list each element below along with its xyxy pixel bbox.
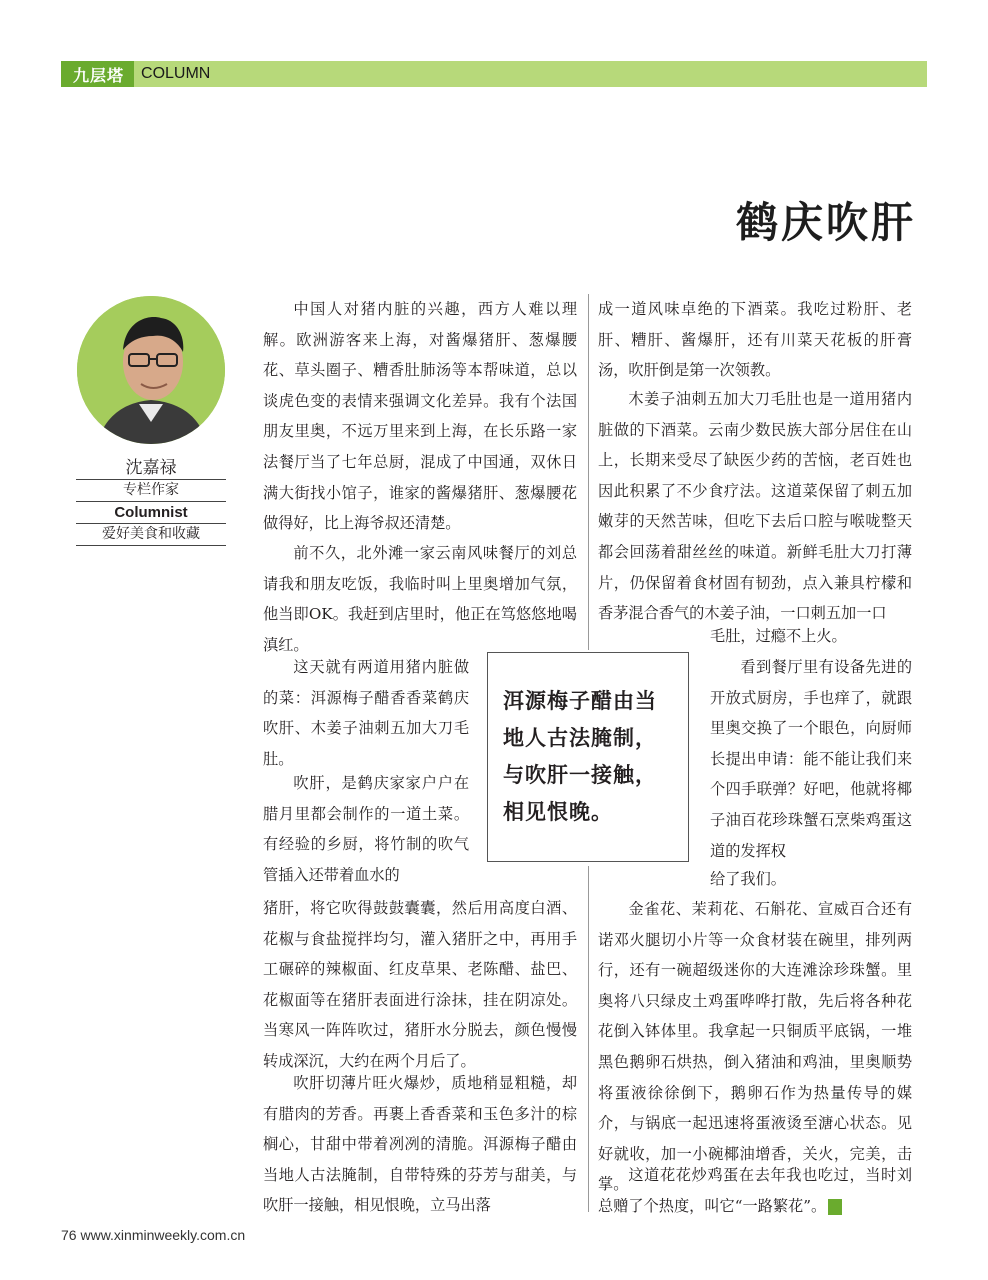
site-url: www.xinminweekly.com.cn — [80, 1227, 246, 1243]
author-hobby: 爱好美食和收藏 — [76, 524, 226, 546]
paragraph-4a: 吹肝，是鹤庆家家户户在腊月里都会制作的一道土菜。有经验的乡厨，将竹制的吹气管插入还带着血水的 — [263, 774, 469, 884]
end-mark-icon: 民 — [828, 1199, 842, 1215]
paragraph-5a: 吹肝切薄片旺火爆炒，质地稍显粗糙，却有腊肉的芳香。再裹上香香菜和玉色多汁的棕榈心，甘甜中带着冽冽的清脆。洱源梅子醋由当地人古法腌制，自带特殊的芬芳与甜美，与吹肝一接触，相见恨晚，立马出落 — [263, 1074, 577, 1215]
page-number: 76 — [61, 1227, 77, 1243]
author-photo-icon — [77, 296, 225, 444]
paragraph-4b: 猪肝，将它吹得鼓鼓囊囊，然后用高度白酒、花椒与食盐搅拌均匀，灌入猪肝之中，再用手工碾碎的辣椒面、红皮草果、老陈醋、盐巴、花椒面等在猪肝表面进行涂抹，挂在阴凉处。当寒风一阵阵吹过，猪肝水分脱去，颜色慢慢转成深沉，大约在两个月后了。 — [263, 899, 577, 1070]
column-header-bar — [61, 61, 927, 87]
paragraph-9-text: 这道花花炒鸡蛋在去年我也吃过，当时刘总赠了个热度，叫它“一路繁花”。 — [598, 1166, 912, 1215]
column-divider — [588, 294, 589, 650]
author-info — [76, 458, 226, 546]
author-name: 沈嘉禄 — [76, 458, 226, 480]
section-tag: 九层塔 — [61, 61, 134, 87]
column-divider — [588, 866, 589, 1212]
column-label: COLUMN — [141, 65, 211, 82]
pull-quote-text: 洱源梅子醋由当地人古法腌制，与吹肝一接触，相见恨晚。 — [503, 689, 657, 824]
pull-quote-box — [487, 652, 689, 862]
paragraph-3: 这天就有两道用猪内脏做的菜：洱源梅子醋香香菜鹤庆吹肝、木姜子油刺五加大刀毛肚。 — [263, 658, 469, 768]
paragraph-2: 前不久，北外滩一家云南风味餐厅的刘总请我和朋友吃饭，我临时叫上里奥增加气氛，他当即OK。我赶到店里时，他正在笃悠悠地喝滇红。 — [263, 544, 577, 654]
paragraph-6b: 毛肚，过瘾不上火。 — [710, 627, 847, 645]
paragraph-9 — [598, 1160, 912, 1221]
author-photo — [77, 296, 225, 444]
author-role-en: Columnist — [76, 502, 226, 524]
author-role: 专栏作家 — [76, 480, 226, 502]
paragraph-1: 中国人对猪内脏的兴趣，西方人难以理解。欧洲游客来上海，对酱爆猪肝、葱爆腰花、草头圈子、糟香肚肺汤等本帮味道，总以谈虎色变的表情来强调文化差异。我有个法国朋友里奥，不远万里来到上海，在长乐路一家法餐厅当了七年总厨，混成了中国通，双休日满大街找小馆子，谁家的酱爆猪肝、葱爆腰花做得好，比上海爷叔还清楚。 — [263, 300, 577, 533]
article-title: 鹤庆吹肝 — [735, 198, 916, 247]
paragraph-7a: 看到餐厅里有设备先进的开放式厨房，手也痒了，就跟里奥交换了一个眼色，向厨师长提出申请：能不能让我们来个四手联弹？好吧，他就将椰子油百花珍珠蟹石烹柴鸡蛋这道的发挥权 — [710, 658, 912, 860]
paragraph-5b: 成一道风味卓绝的下酒菜。我吃过粉肝、老肝、糟肝、酱爆肝，还有川菜天花板的肝膏汤，吹肝倒是第一次领教。 — [598, 300, 912, 380]
paragraph-6a: 木姜子油刺五加大刀毛肚也是一道用猪内脏做的下酒菜。云南少数民族大部分居住在山上，长期来受尽了缺医少药的苦恼，老百姓也因此积累了不少食疗法。这道菜保留了刺五加嫩芽的天然苦味，但吃下去后口腔与喉咙整天都会回荡着甜丝丝的味道。新鲜毛肚大刀打薄片，仍保留着食材固有韧劲，点入兼具柠檬和香茅混合香气的木姜子油，一口刺五加一口 — [598, 390, 912, 623]
paragraph-7b: 给了我们。 — [710, 870, 786, 888]
paragraph-8: 金雀花、茉莉花、石斛花、宣威百合还有诺邓火腿切小片等一众食材装在碗里，排列两行，还有一碗超级迷你的大连滩涂珍珠蟹。里奥将八只绿皮土鸡蛋哗哗打散，先后将各种花花倒入钵体里。我拿起一只铜质平底锅，一堆黑色鹅卵石烘热，倒入猪油和鸡油，里奥顺势将蛋液徐徐倒下，鹅卵石作为热量传导的媒介，与锅底一起迅速将蛋液烫至溏心状态。见好就收，加一小碗椰油增香，关火，完美，击掌。 — [598, 900, 912, 1194]
page-footer — [61, 1227, 245, 1243]
